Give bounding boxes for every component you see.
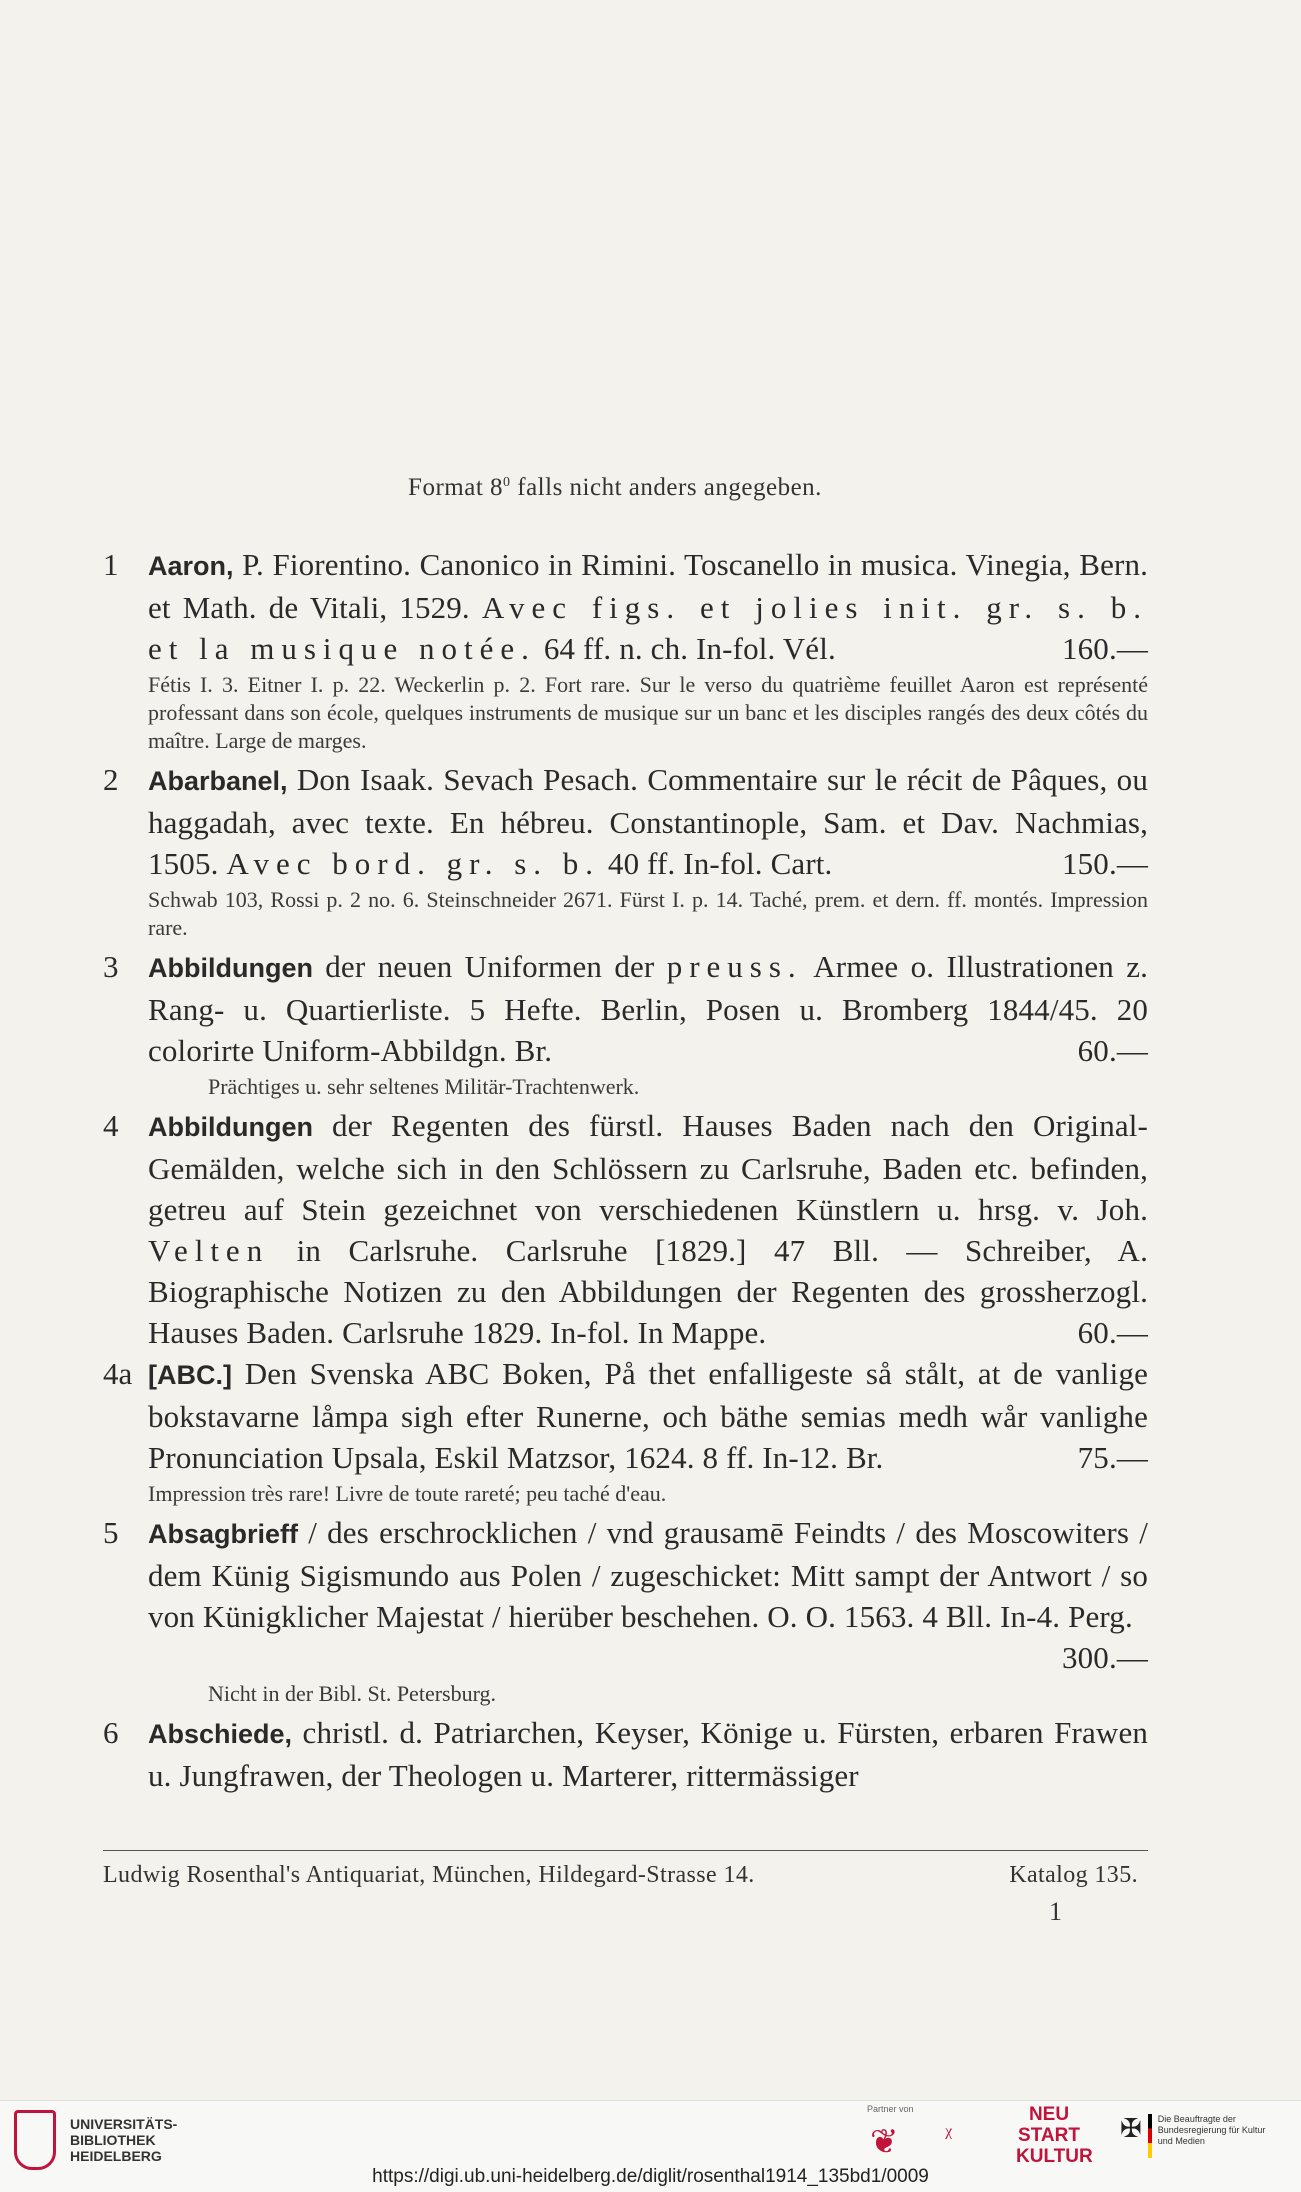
neustart-line: KULTUR <box>1016 2146 1093 2167</box>
catalog-entry <box>103 1105 1148 1353</box>
entry-spaced-text: Velten <box>148 1233 270 1268</box>
library-logo[interactable] <box>14 2110 177 2170</box>
entry-keyword: Abbildungen <box>148 953 313 983</box>
neustart-line: NEU <box>1028 2104 1070 2125</box>
partner-label: Partner von <box>867 2104 914 2114</box>
entry-keyword: [ABC.] <box>148 1360 232 1390</box>
catalog-entry <box>103 1512 1148 1708</box>
entry-number: 2 <box>103 762 119 797</box>
entry-text: Don Isaak. Sevach Pesach. Commentaire sur le récit de Pâques, ou haggadah, avec texte. En hébreu. Constantinople, Sam. et Dav. Nachmias, 1505. <box>148 762 1148 881</box>
entry-text-rest: in Carlsruhe. Carlsruhe [1829.] 47 Bll. — Schreiber, A. Biographische Notizen zu den Abbildungen der Regenten des grossherzogl. Hauses Baden. Carlsruhe 1829. In-fol. In Mappe. <box>148 1233 1148 1350</box>
permalink-url[interactable]: https://digi.ub.uni-heidelberg.de/diglit/rosenthal1914_135bd1/0009 <box>372 2166 929 2187</box>
entry-description <box>148 946 1148 1071</box>
bkm-logo[interactable] <box>1120 2114 1278 2158</box>
catalog-number: Katalog 135. <box>1009 1862 1138 1888</box>
catalog-entry <box>103 1353 1148 1508</box>
german-flag-icon <box>1148 2114 1152 2158</box>
entry-note: Impression très rare! Livre de toute rareté; peu taché d'eau. <box>148 1481 667 1506</box>
entry-number: 1 <box>103 547 119 582</box>
catalog-entries <box>103 544 1148 1796</box>
bkm-text: Die Beauftragte der Bundesregierung für Kultur und Medien <box>1157 2114 1266 2146</box>
entry-number: 3 <box>103 949 119 984</box>
entry-keyword: Abarbanel, <box>148 766 288 796</box>
catalog-entry <box>103 544 1148 755</box>
entry-price: 150.— <box>1062 846 1148 881</box>
catalog-entry <box>103 1712 1148 1796</box>
library-name <box>70 2116 177 2164</box>
neustart-kultur-logo[interactable] <box>1016 2104 1093 2167</box>
entry-keyword: Aaron, <box>148 551 234 581</box>
entry-spaced-text: preuss. <box>666 949 803 984</box>
entry-text: der neuen Uniformen der <box>312 949 667 984</box>
page-footer <box>103 1862 1148 1889</box>
entry-number: 4a <box>103 1356 133 1391</box>
entry-number: 6 <box>103 1715 119 1750</box>
entry-keyword: Abschiede, <box>148 1719 293 1749</box>
footer-divider <box>103 1850 1148 1851</box>
entry-description <box>148 1712 1148 1796</box>
entry-price: 300.— <box>1062 1640 1148 1675</box>
entry-price: 75.— <box>1077 1440 1148 1475</box>
heading-text: Format 8 <box>408 474 504 501</box>
neustart-line: START <box>1018 2125 1080 2146</box>
entry-price: 60.— <box>1077 1315 1148 1350</box>
entry-text: / des erschrocklichen / vnd grausamē Feindts / des Moscowiters / dem Künig Sigismundo aus Polen / zugeschicket: Mitt sampt der Antwort / so von Künigklicher Majestat / hierüber beschehen. O. O. 1563. 4 Bll. In-4. Perg. <box>148 1515 1148 1634</box>
publisher-line: Ludwig Rosenthal's Antiquariat, München, Hildegard-Strasse 14. <box>103 1862 755 1888</box>
entry-description <box>148 1353 1148 1478</box>
entry-note: Nicht in der Bibl. St. Petersburg. <box>208 1681 497 1706</box>
partner-logo-icon: ❦ <box>870 2124 899 2161</box>
entry-keyword: Absagbrieff <box>148 1519 299 1549</box>
entry-text-rest: 64 ff. n. ch. In-fol. Vél. <box>535 631 836 666</box>
entry-number: 4 <box>103 1108 119 1143</box>
entry-description <box>148 1512 1148 1678</box>
library-name-line: UNIVERSITÄTS- <box>70 2116 178 2132</box>
entry-spaced-text: Avec bord. gr. s. b. <box>226 846 601 881</box>
entry-note: Fétis I. 3. Eitner I. p. 22. Weckerlin p. 2. Fort rare. Sur le verso du quatrième feuillet Aaron est représenté professant dans son école, quelques instruments de musique sur un banc et les disciples rangés des deux côtés du maître. Large de marges. <box>148 672 1148 753</box>
partner-logo-icon-2: ᵡ <box>945 2120 953 2149</box>
catalog-entry <box>103 759 1148 942</box>
entry-text: christl. d. Patriarchen, Keyser, Könige u. Fürsten, erbaren Frawen u. Jungfrawen, der Theologen u. Marterer, rittermässiger <box>148 1715 1148 1793</box>
library-name-line: BIBLIOTHEK <box>70 2132 156 2148</box>
entry-note: Prächtiges u. sehr seltenes Militär-Trachtenwerk. <box>208 1074 640 1099</box>
page-number: 1 <box>1049 1897 1062 1926</box>
entry-text: Den Svenska ABC Boken, På thet enfalligeste så stålt, at de vanlige bokstavarne låmpa sigh efter Runerne, och bäthe semias medh wår vanlighe Pronunciation Upsala, Eskil Matzsor, 1624. 8 ff. In-12. Br. <box>148 1356 1148 1475</box>
entry-description <box>148 544 1148 669</box>
entry-text: P. Fiorentino. Canonico in Rimini. Toscanello in musica. Vinegia, Bern. et Math. de Vitali, 1529. <box>148 547 1148 625</box>
entry-text-rest: 40 ff. In-fol. Cart. <box>600 846 833 881</box>
heading-superscript: 0 <box>503 475 511 490</box>
entry-keyword: Abbildungen <box>148 1112 313 1142</box>
entry-spaced-text: Avec figs. et jolies init. gr. s. b. et la musique notée. <box>148 590 1148 666</box>
entry-number: 5 <box>103 1515 119 1550</box>
entry-price: 60.— <box>1077 1033 1148 1068</box>
catalog-entry <box>103 946 1148 1101</box>
entry-note: Schwab 103, Rossi p. 2 no. 6. Steinschneider 2671. Fürst I. p. 14. Taché, prem. et dern. ff. montés. Impression rare. <box>148 887 1148 940</box>
entry-text: der Regenten des fürstl. Hauses Baden nach den Original-Gemälden, welche sich in den Schlössern zu Carlsruhe, Baden etc. befinden, getreu auf Stein gezeichnet von verschiedenen Künstlern u. hrsg. v. Joh. <box>148 1108 1148 1227</box>
format-heading <box>0 474 1230 502</box>
entry-description <box>148 1105 1148 1353</box>
federal-eagle-icon: ✠ <box>1120 2114 1142 2143</box>
heading-text-after: falls nicht anders angegeben. <box>510 474 822 501</box>
entry-price: 160.— <box>1062 631 1148 666</box>
entry-text-rest: Armee o. Illustrationen z. Rang- u. Quartierliste. 5 Hefte. Berlin, Posen u. Bromberg 1844/45. 20 colorirte Uniform-Abbildgn. Br. <box>148 949 1149 1068</box>
library-name-line: HEIDELBERG <box>70 2148 162 2164</box>
library-logo-icon <box>14 2110 56 2170</box>
entry-description <box>148 759 1148 884</box>
